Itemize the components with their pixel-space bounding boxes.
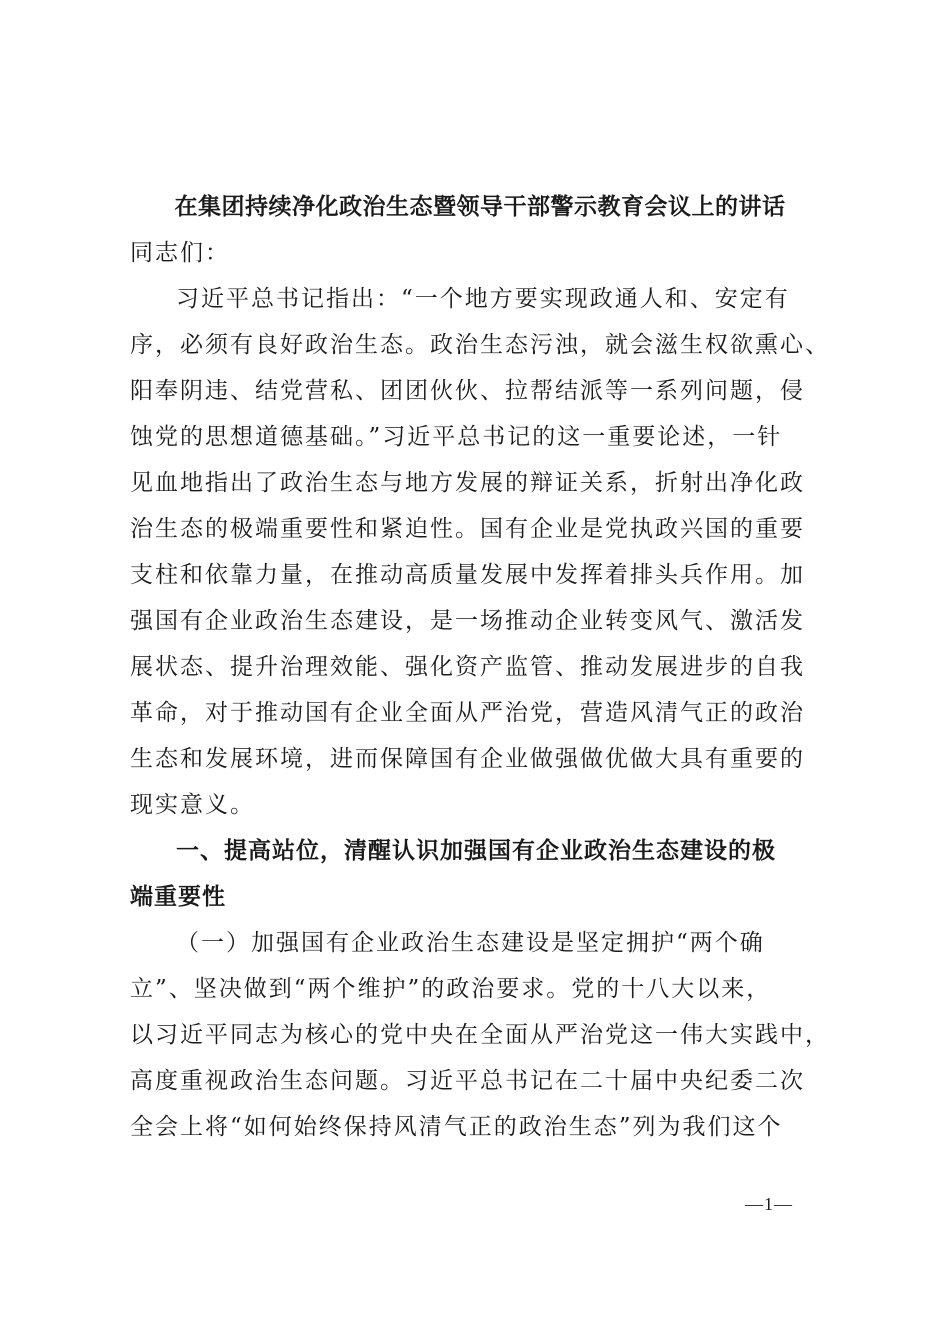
body-text-line: 以习近平同志为核心的党中央在全面从严治党这一伟大实践中， [130, 1022, 830, 1048]
body-text-line: 习近平总书记指出：“一个地方要实现政通人和、安定有 [176, 286, 790, 312]
section-heading-line: 一、提高站位，清醒认识加强国有企业政治生态建设的极 [176, 837, 776, 864]
body-text-line: （一）加强国有企业政治生态建设是坚定拥护“两个确 [176, 930, 765, 956]
body-text-line: 全会上将“如何始终保持风清气正的政治生态”列为我们这个 [130, 1114, 783, 1140]
section-heading-line: 端重要性 [130, 883, 226, 910]
body-text-line: 高度重视政治生态问题。习近平总书记在二十届中央纪委二次 [130, 1068, 805, 1094]
body-text-line: 同志们： [130, 240, 230, 266]
document-title: 在集团持续净化政治生态暨领导干部警示教育会议上的讲话 [174, 193, 786, 220]
page-number: —1— [745, 1194, 793, 1214]
body-text-line: 立”、坚决做到“两个维护”的政治要求。党的十八大以来， [130, 976, 772, 1002]
body-text-line: 序，必须有良好政治生态。政治生态污浊，就会滋生权欲熏心、 [130, 332, 830, 358]
body-text-line: 强国有企业政治生态建设，是一场推动企业转变风气、激活发 [130, 608, 805, 634]
body-text-line: 革命，对于推动国有企业全面从严治党，营造风清气正的政治 [130, 700, 805, 726]
body-text-line: 支柱和依靠力量，在推动高质量发展中发挥着排头兵作用。加 [130, 562, 805, 588]
body-text-line: 蚀党的思想道德基础。”习近平总书记的这一重要论述，一针 [130, 424, 783, 450]
body-text-line: 阳奉阴违、结党营私、团团伙伙、拉帮结派等一系列问题，侵 [130, 378, 805, 404]
body-text-line: 现实意义。 [130, 792, 255, 818]
body-text-line: 见血地指出了政治生态与地方发展的辩证关系，折射出净化政 [130, 470, 805, 496]
body-text-line: 生态和发展环境，进而保障国有企业做强做优做大具有重要的 [130, 746, 805, 772]
body-text-line: 治生态的极端重要性和紧迫性。国有企业是党执政兴国的重要 [130, 516, 805, 542]
body-text-line: 展状态、提升治理效能、强化资产监管、推动发展进步的自我 [130, 654, 805, 680]
document-body [130, 230, 830, 1150]
